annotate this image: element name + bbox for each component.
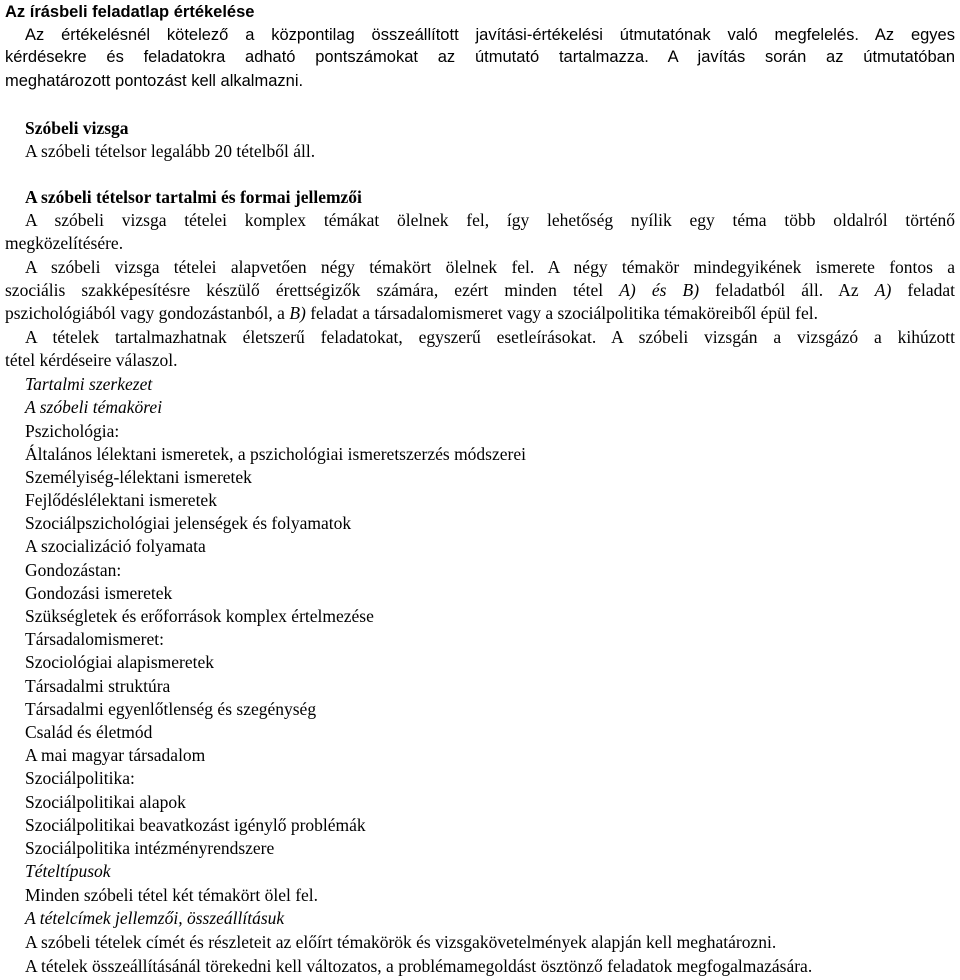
- task-label-b: B): [289, 303, 306, 323]
- topic-item: Társadalmi struktúra: [25, 676, 171, 696]
- topic-item: Szociálpolitikai alapok: [25, 792, 186, 812]
- topic-item: Család és életmód: [25, 722, 153, 742]
- section-title: Az írásbeli feladatlap értékelése: [5, 3, 255, 21]
- oral-exam-text: A szóbeli tételsor legalább 20 tételből áll.: [25, 141, 316, 161]
- topic-item: Fejlődéslélektani ismeretek: [25, 490, 217, 510]
- features-p3-line-2: tétel kérdéseire válaszol.: [5, 350, 178, 370]
- features-p2-line-2: [5, 279, 955, 302]
- topic-item: Személyiség-lélektani ismeretek: [25, 467, 252, 487]
- topic-item: Szociológiai alapismeretek: [25, 652, 215, 672]
- topic-item: Szociálpolitikai beavatkozást igénylő problémák: [25, 815, 366, 835]
- structure-heading: Tartalmi szerkezet: [25, 374, 153, 394]
- features-p1-line-2: megközelítésére.: [5, 233, 124, 253]
- titles-line-1: A szóbeli tételek címét és részleteit az előírt témakörök és vizsgakövetelmények alapján kell meghatározni.: [25, 932, 777, 952]
- features-p2-line-3: [5, 302, 818, 325]
- task-label-a: A): [874, 280, 892, 300]
- types-text: Minden szóbeli tétel két témakört ölel fel.: [25, 885, 319, 905]
- features-p2-line-1: A szóbeli vizsga tételei alapvetően négy témakört ölelnek fel. A négy témakör mindegyikének ismerete fontos a: [25, 257, 955, 277]
- topic-item: Társadalmi egyenlőtlenség és szegénység: [25, 699, 317, 719]
- topics-heading: A szóbeli témakörei: [25, 397, 163, 417]
- topic-category: Szociálpolitika:: [25, 768, 135, 788]
- topic-item: A mai magyar társadalom: [25, 745, 206, 765]
- features-p1-line-1: A szóbeli vizsga tételei komplex témákat ölelnek fel, így lehetőség nyílik egy téma több oldalról történő: [25, 210, 955, 230]
- oral-exam-heading: Szóbeli vizsga: [25, 118, 129, 138]
- topic-item: Szükségletek és erőforrások komplex értelmezése: [25, 606, 374, 626]
- features-heading: A szóbeli tételsor tartalmi és formai jellemzői: [25, 187, 362, 207]
- intro-line-2: kérdésekre és feladatokra adható pontszámokat az útmutató tartalmazza. A javítás során az útmutatóban: [5, 48, 955, 66]
- features-p2-line-2-text: szociális szakképesítésre készülő érettségizők számára, ezért minden tétel: [5, 280, 620, 300]
- features-p2-line-2-text-3: feladat: [891, 280, 955, 300]
- features-p2-line-3-text-2: feladat a társadalomismeret vagy a szociálpolitika témaköreiből épül fel.: [305, 303, 819, 323]
- intro-line-1: Az értékelésnél kötelező a központilag összeállított javítási-értékelési útmutatónak való megfelelés. Az egyes: [25, 26, 955, 44]
- topic-item: Szociálpszichológiai jelenségek és folyamatok: [25, 513, 352, 533]
- intro-line-3: meghatározott pontozást kell alkalmazni.: [5, 72, 304, 90]
- titles-line-2: A tételek összeállításánál törekedni kell változatos, a problémamegoldást ösztönző feladatok megfogalmazására.: [25, 956, 813, 976]
- features-p2-line-3-text: pszichológiából vagy gondozástanból, a: [5, 303, 290, 323]
- topic-item: Általános lélektani ismeretek, a pszichológiai ismeretszerzés módszerei: [25, 444, 526, 464]
- types-heading: Tételtípusok: [25, 861, 111, 881]
- titles-heading: A tételcímek jellemzői, összeállításuk: [25, 908, 285, 928]
- features-p3-line-1: A tételek tartalmazhatnak életszerű feladatokat, egyszerű esetleírásokat. A szóbeli vizsgán a vizsgázó a kihúzott: [25, 327, 955, 347]
- features-p2-line-2-text-2: feladatból áll. Az: [699, 280, 875, 300]
- topic-item: Gondozási ismeretek: [25, 583, 173, 603]
- topic-category: Pszichológia:: [25, 421, 120, 441]
- topic-item: A szocializáció folyamata: [25, 536, 206, 556]
- topic-category: Társadalomismeret:: [25, 629, 164, 649]
- topic-category: Gondozástan:: [25, 560, 122, 580]
- task-label-ab: A) és B): [619, 280, 700, 300]
- topic-item: Szociálpolitika intézményrendszere: [25, 838, 275, 858]
